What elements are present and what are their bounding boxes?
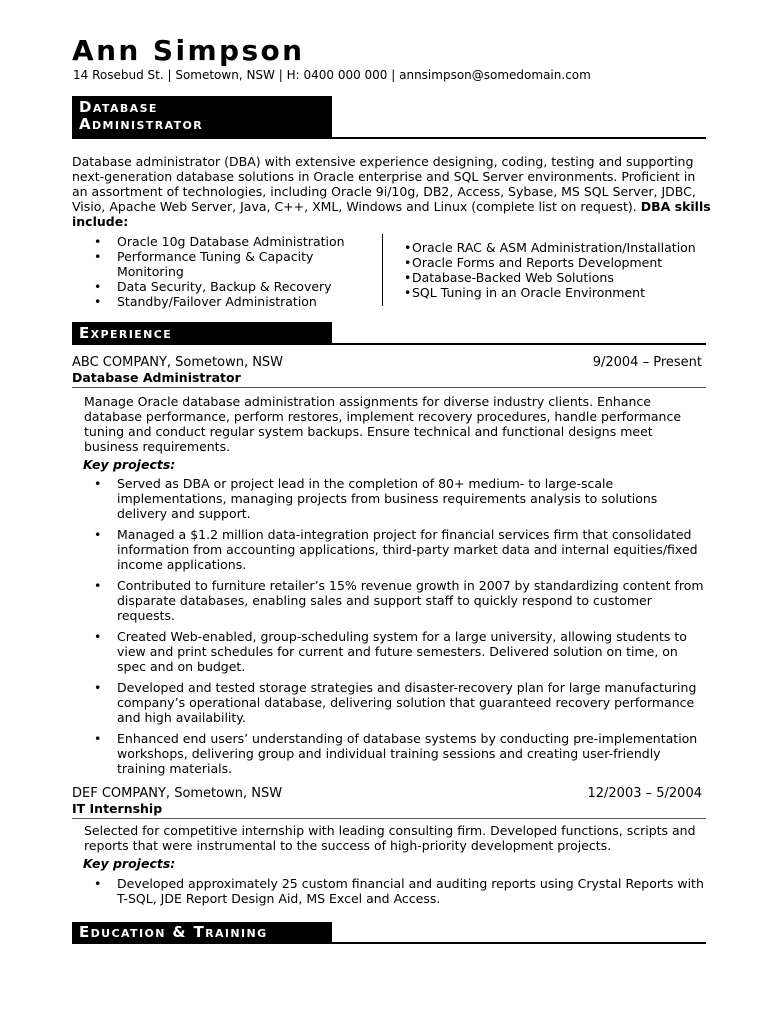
education-rule [72, 942, 706, 944]
job-description: Manage Oracle database administration assignments for diverse industry clients. Enhance database performance, perform restores, implement recovery procedures, handle performance tuning and conduct regular system backups. Ensure technical and functional designs meet business requirements. [84, 394, 682, 454]
title-heading [72, 96, 332, 138]
job-rule [72, 387, 706, 388]
job-company: DEF COMPANY, Sometown, NSW [72, 786, 283, 801]
job-rule [72, 818, 706, 819]
project-list [84, 876, 706, 912]
list-item: • Database-Backed Web Solutions [404, 270, 614, 285]
summary-paragraph [72, 154, 712, 229]
list-item: • Managed a $1.2 million data-integration project for financial services firm that consolidated information from accounting applications, third-party market data and internal equities/fixed income applications. [94, 527, 698, 572]
list-item: • Enhanced end users’ understanding of database systems by conducting pre-implementation workshops, delivering group and individual training sessions and creating user-friendly training materials. [94, 731, 698, 776]
list-item: • Oracle RAC & ASM Administration/Installation [404, 240, 696, 255]
skills-list-left [84, 234, 374, 309]
experience-rule [72, 343, 706, 345]
list-item: • Developed approximately 25 custom financial and auditing reports using Crystal Reports with T-SQL, JDE Report Design Aid, MS Excel and Access. [94, 876, 704, 906]
title-line-1: Database [79, 98, 158, 116]
skills-divider [382, 234, 383, 306]
list-item: • Oracle Forms and Reports Development [404, 255, 663, 270]
job-title: Database Administrator [72, 370, 241, 385]
experience-heading: Experience [72, 322, 332, 344]
title-rule [72, 137, 706, 139]
skills-list-right [404, 240, 714, 300]
list-item: • SQL Tuning in an Oracle Environment [404, 285, 645, 300]
job-dates: 9/2004 – Present [592, 355, 702, 370]
job-company: ABC COMPANY, Sometown, NSW [72, 355, 284, 370]
list-item: • Served as DBA or project lead in the completion of 80+ medium- to large-scale implementations, managing projects from business requirements analysis to solutions delivery and support. [94, 476, 658, 521]
project-list [84, 476, 706, 782]
list-item: • Data Security, Backup & Recovery [94, 279, 332, 294]
key-projects-label: Key projects: [83, 457, 176, 472]
job-description: Selected for competitive internship with leading consulting firm. Developed functions, scripts and reports that were instrumental to the success of high-priority development projects. [84, 823, 696, 853]
job-dates: 12/2003 – 5/2004 [587, 786, 702, 801]
candidate-name: Ann Simpson [72, 34, 305, 67]
key-projects-label: Key projects: [83, 856, 176, 871]
summary-text: Database administrator (DBA) with extensive experience designing, coding, testing and supporting next-generation database solutions in Oracle enterprise and SQL Server environments. Proficient in an assortment of technologies, including Oracle 9i/10g, DB2, Access, Sybase, MS SQL Server, JDBC, Visio, Apache Web Server, Java, C++, XML, Windows and Linux (complete list on request). [72, 154, 696, 214]
education-heading: Education & Training [72, 922, 332, 943]
list-item: • Oracle 10g Database Administration [94, 234, 345, 249]
list-item: • Standby/Failover Administration [94, 294, 317, 309]
list-item: • Performance Tuning & Capacity Monitoring [94, 249, 314, 279]
job-title: IT Internship [72, 801, 163, 816]
list-item: • Contributed to furniture retailer’s 15% revenue growth in 2007 by standardizing content from disparate databases, enabling sales and support staff to quickly respond to customer requests. [94, 578, 704, 623]
list-item: • Developed and tested storage strategies and disaster-recovery plan for large manufacturing company’s operational database, delivering solution that guaranteed recovery performance and high availability. [94, 680, 697, 725]
contact-line: 14 Rosebud St. | Sometown, NSW | H: 0400 000 000 | annsimpson@somedomain.com [73, 68, 591, 82]
list-item: • Created Web-enabled, group-scheduling system for a large university, allowing students to view and print schedules for current and future semesters. Delivered solution on time, on spec and on budget. [94, 629, 687, 674]
skills-intro: DBA skills include: [72, 199, 711, 229]
title-line-2: Administrator [79, 115, 204, 133]
